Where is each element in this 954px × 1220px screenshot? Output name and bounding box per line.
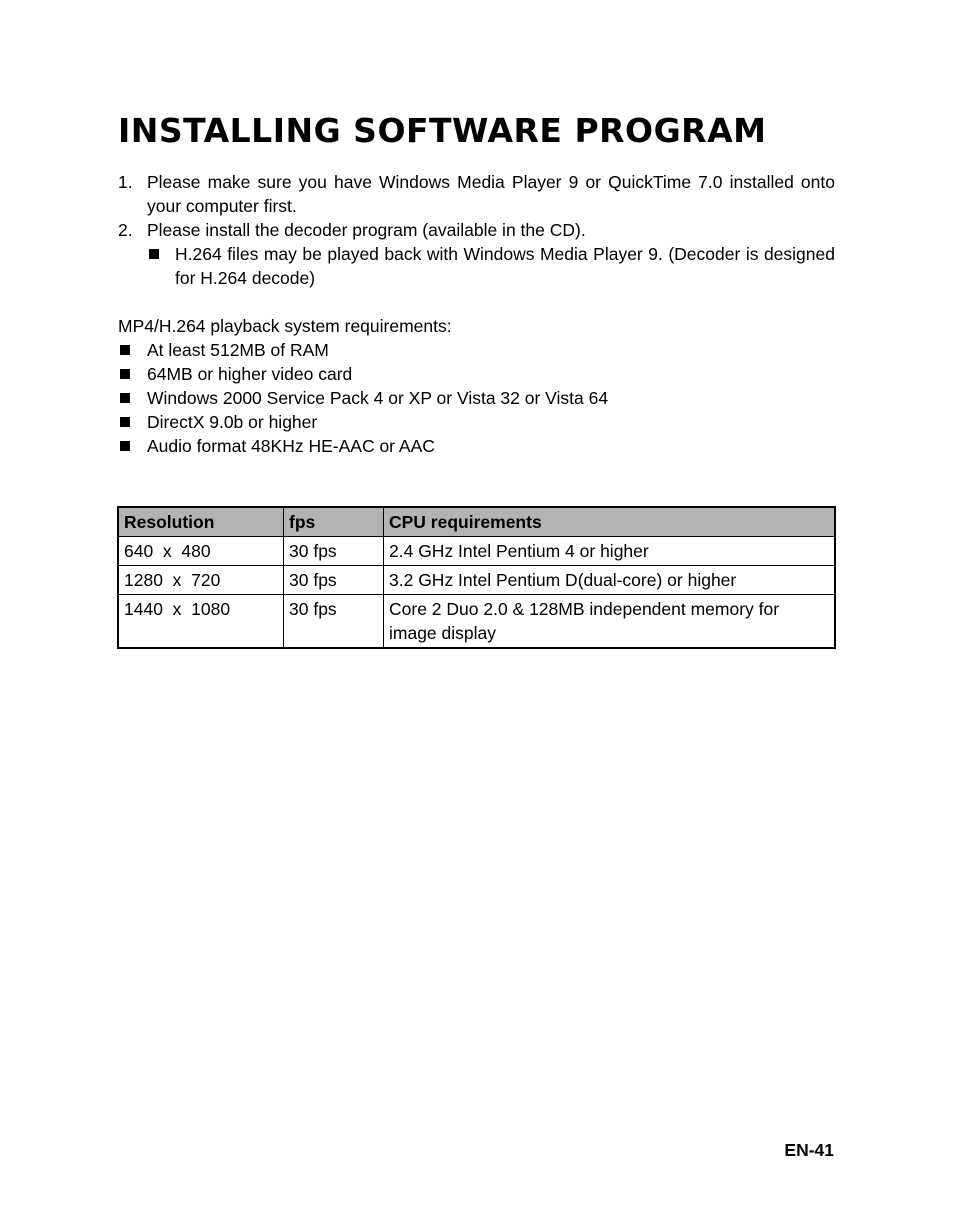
step-number: 1.	[118, 172, 133, 192]
cell-cpu: Core 2 Duo 2.0 & 128MB independent memory for image display	[384, 595, 836, 649]
table-row	[118, 537, 835, 566]
step-text: Please make sure you have Windows Media Player 9 or QuickTime 7.0 installed onto your computer first.	[147, 172, 835, 216]
header-resolution: Resolution	[118, 507, 284, 537]
step-number: 2.	[118, 220, 133, 240]
step-item	[118, 218, 835, 290]
cell-cpu: 2.4 GHz Intel Pentium 4 or higher	[384, 537, 836, 566]
cell-resolution: 1280 x 720	[118, 566, 284, 595]
square-bullet-icon	[120, 417, 130, 427]
cpu-requirements-table	[117, 506, 836, 649]
step-item	[118, 170, 835, 218]
page-title: INSTALLING SOFTWARE PROGRAM	[118, 111, 767, 150]
step-sub-text: H.264 files may be played back with Windows Media Player 9. (Decoder is designed for H.264 decode)	[175, 244, 835, 288]
header-fps: fps	[284, 507, 384, 537]
cell-cpu: 3.2 GHz Intel Pentium D(dual-core) or higher	[384, 566, 836, 595]
square-bullet-icon	[149, 249, 159, 259]
table-row	[118, 595, 835, 649]
requirement-text: Windows 2000 Service Pack 4 or XP or Vista 32 or Vista 64	[147, 388, 609, 408]
requirement-text: DirectX 9.0b or higher	[147, 412, 318, 432]
cell-resolution: 1440 x 1080	[118, 595, 284, 649]
cell-resolution: 640 x 480	[118, 537, 284, 566]
cell-fps: 30 fps	[284, 566, 384, 595]
table-header-row	[118, 507, 835, 537]
table-row	[118, 566, 835, 595]
square-bullet-icon	[120, 393, 130, 403]
cell-fps: 30 fps	[284, 595, 384, 649]
cell-fps: 30 fps	[284, 537, 384, 566]
install-steps-list	[118, 170, 835, 290]
page-number: EN-41	[784, 1140, 834, 1160]
square-bullet-icon	[120, 441, 130, 451]
list-item	[118, 362, 608, 386]
requirement-text: 64MB or higher video card	[147, 364, 353, 384]
square-bullet-icon	[120, 369, 130, 379]
list-item	[118, 410, 608, 434]
step-sub-item	[147, 242, 835, 290]
header-cpu-requirements: CPU requirements	[384, 507, 836, 537]
list-item	[118, 338, 608, 362]
requirements-intro: MP4/H.264 playback system requirements:	[118, 316, 452, 336]
requirements-list	[118, 338, 608, 458]
step-text: Please install the decoder program (available in the CD).	[147, 220, 586, 240]
requirement-text: At least 512MB of RAM	[147, 340, 329, 360]
list-item	[118, 434, 608, 458]
list-item	[118, 386, 608, 410]
square-bullet-icon	[120, 345, 130, 355]
requirement-text: Audio format 48KHz HE-AAC or AAC	[147, 436, 435, 456]
